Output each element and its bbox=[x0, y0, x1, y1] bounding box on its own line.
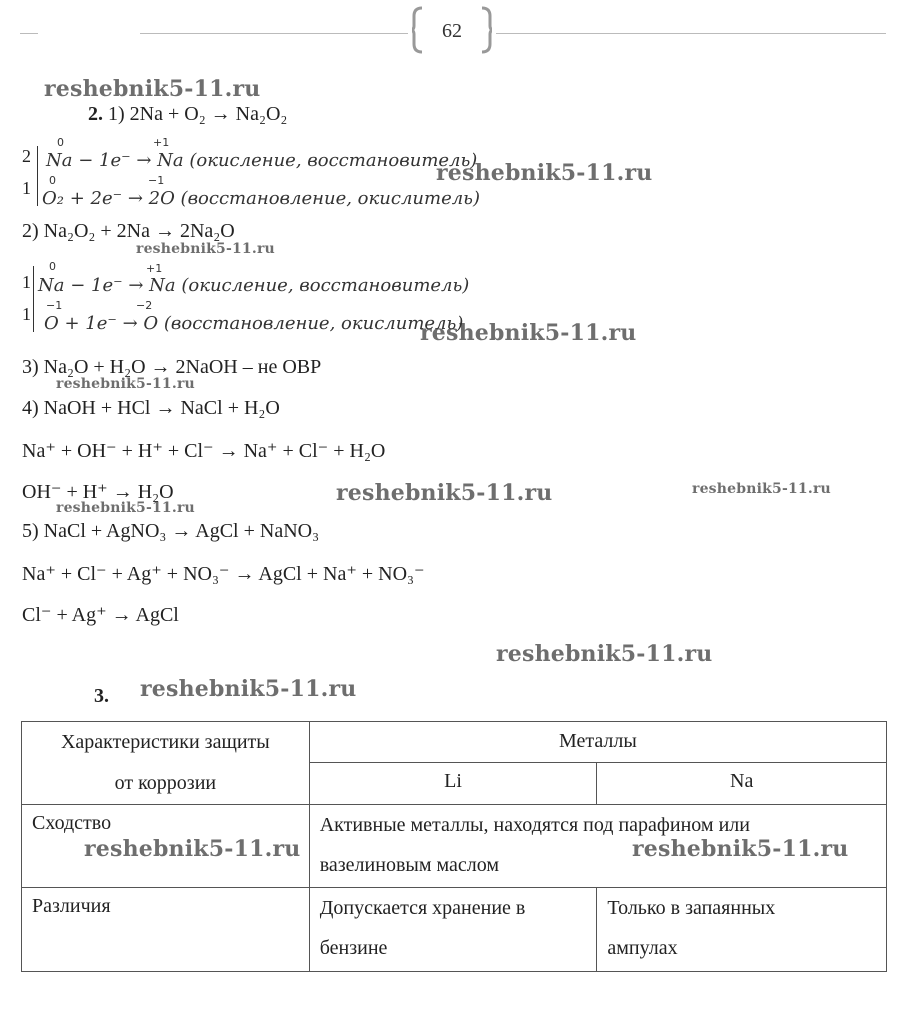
watermark: reshebnik5-11.ru bbox=[496, 641, 713, 667]
header-characteristics-line2: от коррозии bbox=[114, 772, 217, 794]
redox1-ox-b2: −1 bbox=[148, 174, 165, 187]
task2-equation-4-ionic-full: Na⁺ + OH⁻ + H⁺ + Cl⁻ → Na⁺ + Cl⁻ + H₂O bbox=[22, 440, 386, 462]
watermark: reshebnik5-11.ru bbox=[336, 480, 553, 506]
row-differences-li bbox=[309, 888, 597, 972]
header-na: Na bbox=[597, 763, 887, 805]
task2-number: 2. bbox=[88, 103, 103, 125]
task2-equation-5: 5) NaCl + AgNO₃ → AgCl + NaNO₃ bbox=[22, 520, 320, 542]
redox2-ox-b2: −2 bbox=[136, 299, 153, 312]
redox2-coef-a: 1 bbox=[22, 272, 31, 292]
header-rule-right bbox=[496, 33, 886, 34]
redox1-half-b: O₂ + 2e⁻ → 2O (восстановление, окислитель) bbox=[42, 188, 481, 209]
task2-equation-1 bbox=[88, 103, 287, 126]
header-rule-left-long bbox=[140, 33, 408, 34]
page-number-frame bbox=[412, 6, 492, 54]
row-differences-na-line1: Только в запаянных bbox=[607, 897, 776, 919]
redox1-ox-b1: 0 bbox=[49, 174, 56, 187]
watermark: reshebnik5-11.ru bbox=[140, 676, 357, 702]
watermark: reshebnik5-11.ru bbox=[436, 160, 653, 186]
row-differences-label: Различия bbox=[22, 888, 310, 972]
task2-equation-4: 4) NaOH + HCl → NaCl + H₂O bbox=[22, 397, 280, 419]
task2-equation-4-ionic-short: OH⁻ + H⁺ → H₂O bbox=[22, 481, 174, 503]
task3-number: 3. bbox=[94, 685, 109, 707]
header-metals: Металлы bbox=[309, 722, 886, 763]
row-differences-na-line2: ампулах bbox=[607, 937, 678, 959]
header-rule-left bbox=[20, 33, 38, 34]
header-characteristics-line1: Характеристики защиты bbox=[60, 731, 270, 753]
row-similarity-line1: Активные металлы, находятся под парафином или bbox=[319, 814, 750, 836]
task2-equation-5-ionic-full: Na⁺ + Cl⁻ + Ag⁺ + NO₃⁻ → AgCl + Na⁺ + NO₃⁻ bbox=[22, 563, 425, 585]
redox2-ox-a1: 0 bbox=[49, 260, 56, 273]
row-differences-na bbox=[597, 888, 887, 972]
watermark: reshebnik5-11.ru bbox=[56, 376, 195, 392]
watermark: reshebnik5-11.ru bbox=[692, 481, 831, 497]
row-differences-li-line1: Допускается хранение в bbox=[319, 897, 526, 919]
redox1-coef-b: 1 bbox=[22, 178, 31, 198]
watermark: reshebnik5-11.ru bbox=[44, 76, 261, 102]
task2-equation-3: 3) Na₂O + H₂O → 2NaOH – не ОВР bbox=[22, 356, 322, 378]
watermark: reshebnik5-11.ru bbox=[56, 500, 195, 516]
redox2-ox-b1: −1 bbox=[46, 299, 63, 312]
redox2-half-b: O + 1e⁻ → O (восстановление, окислитель) bbox=[44, 313, 464, 334]
row-similarity-line2: вазелиновым маслом bbox=[319, 854, 500, 876]
row-similarity-label: Сходство bbox=[22, 805, 310, 888]
header-li: Li bbox=[309, 763, 597, 805]
redox1-ox-a1: 0 bbox=[57, 136, 64, 149]
watermark: reshebnik5-11.ru bbox=[632, 836, 849, 862]
equation-text: 1) 2Na + O₂ → Na₂O₂ bbox=[108, 103, 288, 125]
redox2-coef-b: 1 bbox=[22, 304, 31, 324]
watermark: reshebnik5-11.ru bbox=[84, 836, 301, 862]
redox1-bracket bbox=[37, 146, 38, 206]
redox1-half-a: Na − 1e⁻ → Na (окисление, восстановитель) bbox=[46, 150, 478, 171]
header-characteristics bbox=[22, 722, 310, 805]
redox2-ox-a2: +1 bbox=[146, 262, 163, 275]
redox1-ox-a2: +1 bbox=[153, 136, 170, 149]
task2-equation-2: 2) Na₂O₂ + 2Na → 2Na₂O bbox=[22, 220, 235, 242]
redox1-coef-a: 2 bbox=[22, 146, 31, 166]
row-differences-li-line2: бензине bbox=[319, 937, 388, 959]
redox2-half-a: Na − 1e⁻ → Na (окисление, восстановитель) bbox=[38, 275, 470, 296]
watermark: reshebnik5-11.ru bbox=[420, 320, 637, 346]
redox2-bracket bbox=[33, 266, 34, 332]
task2-equation-5-ionic-short: Cl⁻ + Ag⁺ → AgCl bbox=[22, 604, 179, 626]
page-number: 62 bbox=[442, 20, 462, 42]
watermark: reshebnik5-11.ru bbox=[136, 241, 275, 257]
